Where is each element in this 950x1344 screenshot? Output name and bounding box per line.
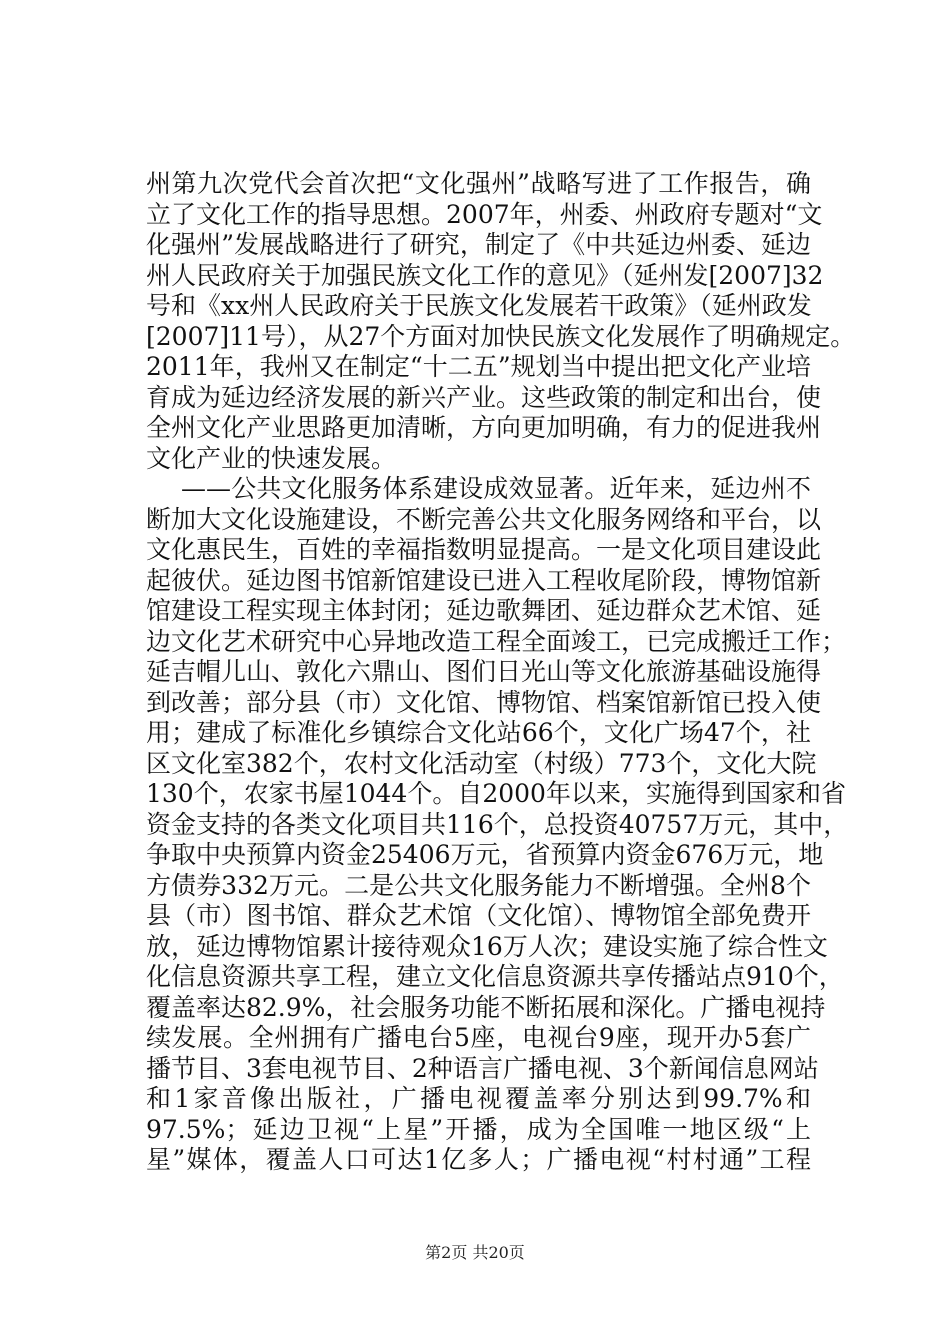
text-line: [2007]11号），从27个方面对加快民族文化发展作了明确规定。 [146, 321, 856, 351]
text-line: 化强州”发展战略进行了研究，制定了《中共延边州委、延边 [146, 230, 811, 259]
page-number-label: 第2页 共20页 [425, 1243, 525, 1262]
text-line: 边文化艺术研究中心异地改造工程全面竣工，已完成搬迁工作； [146, 626, 847, 656]
text-line: 97.5%；延边卫视“上星”开播，成为全国唯一地区级“上 [146, 1114, 811, 1144]
text-line: 育成为延边经济发展的新兴产业。这些政策的制定和出台，使 [146, 382, 822, 412]
body-text [146, 169, 856, 1176]
text-line: 文化惠民生，百姓的幸福指数明显提高。一是文化项目建设此 [146, 535, 822, 564]
text-line: 全州文化产业思路更加清晰，方向更加明确，有力的促进我州 [146, 413, 822, 442]
text-line: 资金支持的各类文化项目共116个，总投资40757万元，其中， [146, 809, 849, 839]
text-line: 馆建设工程实现主体封闭；延边歌舞团、延边群众艺术馆、延 [146, 596, 822, 625]
text-line: ——公共文化服务体系建设成效显著。近年来，延边州不 [181, 474, 811, 503]
text-line: 州第九次党代会首次把“文化强州”战略写进了工作报告，确 [146, 169, 811, 198]
text-line: 县（市）图书馆、群众艺术馆（文化馆）、博物馆全部免费开 [146, 901, 811, 930]
text-line: 130个，农家书屋1044个。自2000年以来，实施得到国家和省 [146, 779, 846, 808]
text-line: 断加大文化设施建设，不断完善公共文化服务网络和平台，以 [146, 504, 822, 534]
text-line: 号和《xx州人民政府关于民族文化发展若干政策》（延州政发 [146, 291, 812, 320]
text-line: 星”媒体，覆盖人口可达1亿多人；广播电视“村村通”工程 [146, 1145, 811, 1174]
text-line: 区文化室382个，农村文化活动室（村级）773个，文化大院 [146, 748, 817, 778]
text-line: 方债券332万元。二是公共文化服务能力不断增强。全州8个 [146, 870, 811, 900]
text-line: 立了文化工作的指导思想。2007年，州委、州政府专题对“文 [146, 199, 823, 229]
text-line: 化信息资源共享工程，建立文化信息资源共享传播站点910个， [146, 962, 844, 991]
text-line: 起彼伏。延边图书馆新馆建设已进入工程收尾阶段，博物馆新 [146, 565, 822, 595]
text-line: 州人民政府关于加强民族文化工作的意见》（延州发[2007]32 [146, 260, 824, 290]
text-line: 和1家音像出版社，广播电视覆盖率分别达到99.7%和 [146, 1084, 811, 1113]
page-footer [0, 1243, 950, 1263]
text-line: 文化产业的快速发展。 [146, 443, 397, 473]
text-line: 覆盖率达82.9%，社会服务功能不断拓展和深化。广播电视持 [146, 992, 826, 1022]
text-line: 续发展。全州拥有广播电台5座，电视台9座，现开办5套广 [146, 1023, 811, 1052]
text-line: 到改善；部分县（市）文化馆、博物馆、档案馆新馆已投入使 [146, 687, 822, 717]
text-line: 延吉帽儿山、敦化六鼎山、图们日光山等文化旅游基础设施得 [146, 657, 822, 686]
text-line: 播节目、3套电视节目、2种语言广播电视、3个新闻信息网站 [146, 1053, 819, 1083]
text-line: 2011年，我州又在制定“十二五”规划当中提出把文化产业培 [146, 352, 811, 381]
text-line: 用；建成了标准化乡镇综合文化站66个，文化广场47个，社 [146, 718, 811, 747]
text-line: 争取中央预算内资金25406万元，省预算内资金676万元，地 [146, 840, 824, 869]
text-line: 放，延边博物馆累计接待观众16万人次；建设实施了综合性文 [146, 931, 828, 961]
